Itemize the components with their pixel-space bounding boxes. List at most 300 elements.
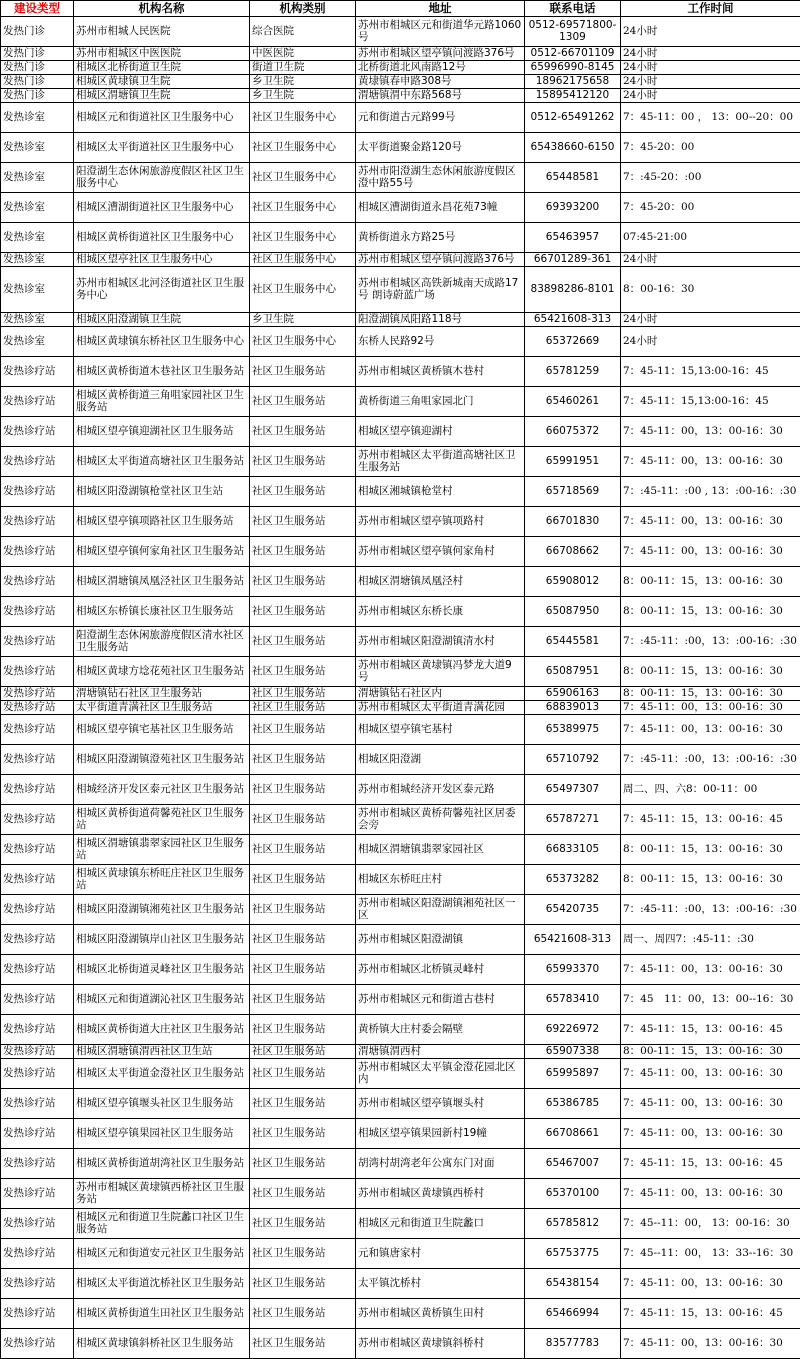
cell-phone: 83577783 [525, 1329, 621, 1359]
cell-hours: 7：45-11：15,13:00-16：45 [621, 387, 800, 417]
cell-phone: 65087950 [525, 597, 621, 627]
cell-phone: 65906163 [525, 687, 621, 701]
cell-hours: 7：:45-11：:00，13：:00-16：:30 [621, 627, 800, 657]
cell-hours: 8：00-16：30 [621, 267, 800, 313]
cell-address: 苏州市相城区太平街道高塘社区卫生服务站 [356, 447, 525, 477]
cell-hours: 24小时 [621, 253, 800, 267]
cell-hours: 8：00-11：15，13：00-16：30 [621, 567, 800, 597]
cell-hours: 24小时 [621, 75, 800, 89]
table-row [1, 1179, 800, 1209]
cell-name: 苏州市相城区黄埭镇西桥社区卫生服务站 [74, 1179, 250, 1209]
cell-name: 相城区黄桥街道大庄社区卫生服务站 [74, 1015, 250, 1045]
cell-hours: 7：45-20：00 [621, 133, 800, 163]
cell-category: 乡卫生院 [250, 75, 356, 89]
cell-address: 苏州市相城区阳澄湖镇湘苑社区一区 [356, 895, 525, 925]
cell-category: 社区卫生服务站 [250, 357, 356, 387]
cell-type: 发热诊疗站 [1, 1059, 74, 1089]
cell-category: 乡卫生院 [250, 313, 356, 327]
cell-address: 渭塘镇渭西村 [356, 1045, 525, 1059]
cell-phone: 65463957 [525, 223, 621, 253]
cell-address: 苏州市相城区望亭镇项路村 [356, 507, 525, 537]
cell-name: 相城区黄埭方埝花苑社区卫生服务站 [74, 657, 250, 687]
cell-phone: 66701289-361 [525, 253, 621, 267]
cell-category: 街道卫生院 [250, 61, 356, 75]
table-row [1, 955, 800, 985]
cell-phone: 15895412120 [525, 89, 621, 103]
cell-category: 社区卫生服务站 [250, 1239, 356, 1269]
cell-phone: 65783410 [525, 985, 621, 1015]
cell-phone: 65373282 [525, 865, 621, 895]
cell-category: 社区卫生服务站 [250, 597, 356, 627]
cell-type: 发热诊疗站 [1, 745, 74, 775]
table-row [1, 163, 800, 193]
cell-hours: 8：00-11：15，13：00-16：30 [621, 687, 800, 701]
cell-name: 相城区阳澄湖镇澄苑社区卫生服务站 [74, 745, 250, 775]
cell-address: 苏州市相城区黄桥镇木巷村 [356, 357, 525, 387]
cell-address: 苏州市相城区望亭镇何家角村 [356, 537, 525, 567]
cell-phone: 65908012 [525, 567, 621, 597]
cell-address: 渭塘镇钻石社区内 [356, 687, 525, 701]
cell-phone: 68839013 [525, 701, 621, 715]
cell-address: 黄埭镇春申路308号 [356, 75, 525, 89]
cell-phone: 66701830 [525, 507, 621, 537]
cell-type: 发热诊疗站 [1, 1299, 74, 1329]
cell-hours: 7：45-11：00，13：00-16：30 [621, 715, 800, 745]
cell-hours: 8：00-11：15，13：00-16：30 [621, 1045, 800, 1059]
table-row [1, 447, 800, 477]
cell-name: 相城区望亭镇项路社区卫生服务站 [74, 507, 250, 537]
cell-name: 相城区太平街道金澄社区卫生服务站 [74, 1059, 250, 1089]
cell-phone: 65448581 [525, 163, 621, 193]
cell-phone: 65386785 [525, 1089, 621, 1119]
table-row [1, 313, 800, 327]
table-row [1, 775, 800, 805]
cell-name: 相城区太平街道高塘社区卫生服务站 [74, 447, 250, 477]
cell-type: 发热诊疗站 [1, 1089, 74, 1119]
cell-type: 发热诊疗站 [1, 417, 74, 447]
cell-name: 相城区阳澄湖镇湘苑社区卫生服务站 [74, 895, 250, 925]
cell-name: 相城区黄桥街道社区卫生服务中心 [74, 223, 250, 253]
header-phone: 联系电话 [525, 1, 621, 17]
cell-hours: 7：45--11：00， 13：00-16：30 [621, 1209, 800, 1239]
cell-phone: 65087951 [525, 657, 621, 687]
cell-phone: 65421608-313 [525, 313, 621, 327]
cell-phone: 65372669 [525, 327, 621, 357]
table-row [1, 701, 800, 715]
cell-address: 北桥街道北风南路12号 [356, 61, 525, 75]
cell-name: 相城区望亭镇何家角社区卫生服务站 [74, 537, 250, 567]
cell-phone: 65421608-313 [525, 925, 621, 955]
cell-category: 社区卫生服务站 [250, 701, 356, 715]
table-row [1, 357, 800, 387]
cell-name: 相城区黄桥街道荷馨苑社区卫生服务站 [74, 805, 250, 835]
cell-name: 相城区元和街道湖沁社区卫生服务站 [74, 985, 250, 1015]
cell-phone: 69226972 [525, 1015, 621, 1045]
cell-type: 发热诊疗站 [1, 925, 74, 955]
cell-name: 相城区北桥街道卫生院 [74, 61, 250, 75]
cell-name: 相城区渭塘镇卫生院 [74, 89, 250, 103]
cell-type: 发热诊室 [1, 327, 74, 357]
cell-name: 苏州市相城区中医医院 [74, 47, 250, 61]
cell-phone: 66708661 [525, 1119, 621, 1149]
cell-phone: 65710792 [525, 745, 621, 775]
cell-hours: 8：00-11：15，13：00-16：30 [621, 865, 800, 895]
cell-phone: 65497307 [525, 775, 621, 805]
table-row [1, 1089, 800, 1119]
cell-address: 渭塘镇渭中东路568号 [356, 89, 525, 103]
cell-category: 社区卫生服务站 [250, 537, 356, 567]
cell-name: 相城区黄桥街道胡湾社区卫生服务站 [74, 1149, 250, 1179]
table-row [1, 1239, 800, 1269]
cell-type: 发热诊室 [1, 267, 74, 313]
cell-category: 社区卫生服务站 [250, 1329, 356, 1359]
cell-address: 苏州市相城区太平街道青满花园 [356, 701, 525, 715]
cell-name: 相城区渭塘镇翡翠家园社区卫生服务站 [74, 835, 250, 865]
cell-type: 发热诊疗站 [1, 775, 74, 805]
cell-category: 社区卫生服务站 [250, 1015, 356, 1045]
cell-hours: 7：45--11：00， 13：33--16：30 [621, 1239, 800, 1269]
cell-category: 社区卫生服务站 [250, 745, 356, 775]
cell-type: 发热诊室 [1, 223, 74, 253]
cell-category: 社区卫生服务站 [250, 985, 356, 1015]
cell-name: 相城区阳澄湖镇枪堂社区卫生站 [74, 477, 250, 507]
table-row [1, 133, 800, 163]
cell-type: 发热门诊 [1, 75, 74, 89]
cell-phone: 65438660-6150 [525, 133, 621, 163]
cell-category: 社区卫生服务站 [250, 1059, 356, 1089]
cell-type: 发热诊疗站 [1, 1015, 74, 1045]
cell-category: 社区卫生服务站 [250, 567, 356, 597]
cell-category: 社区卫生服务站 [250, 507, 356, 537]
cell-type: 发热诊疗站 [1, 805, 74, 835]
cell-type: 发热诊疗站 [1, 1119, 74, 1149]
cell-phone: 65445581 [525, 627, 621, 657]
cell-hours: 24小时 [621, 313, 800, 327]
cell-name: 苏州市相城人民医院 [74, 17, 250, 47]
table-row [1, 1329, 800, 1359]
cell-address: 苏州市相城区黄桥荷馨苑社区居委会旁 [356, 805, 525, 835]
cell-category: 社区卫生服务站 [250, 715, 356, 745]
cell-type: 发热诊疗站 [1, 507, 74, 537]
table-row [1, 327, 800, 357]
cell-type: 发热门诊 [1, 17, 74, 47]
cell-address: 太平街道聚金路120号 [356, 133, 525, 163]
cell-type: 发热诊疗站 [1, 1209, 74, 1239]
cell-type: 发热诊室 [1, 133, 74, 163]
header-hours: 工作时间 [621, 1, 800, 17]
cell-hours: 7：45-11：00，13：00-16：30 [621, 701, 800, 715]
table-row [1, 193, 800, 223]
cell-address: 苏州市相城区元和街道古巷村 [356, 985, 525, 1015]
cell-category: 社区卫生服务站 [250, 805, 356, 835]
cell-type: 发热门诊 [1, 61, 74, 75]
cell-name: 苏州市相城区北河泾街道社区卫生服务中心 [74, 267, 250, 313]
table-row [1, 103, 800, 133]
cell-name: 相城区黄桥街道生田社区卫生服务站 [74, 1299, 250, 1329]
cell-hours: 8：00-11：15，13：00-16：30 [621, 597, 800, 627]
cell-type: 发热诊室 [1, 253, 74, 267]
header-address: 地址 [356, 1, 525, 17]
cell-address: 苏州市相城区元和街道华元路1060号 [356, 17, 525, 47]
table-row [1, 1045, 800, 1059]
cell-name: 相城区元和街道安元社区卫生服务站 [74, 1239, 250, 1269]
cell-category: 社区卫生服务中心 [250, 253, 356, 267]
cell-phone: 0512-66701109 [525, 47, 621, 61]
cell-hours: 7：45-11：00，13：00-16：30 [621, 1329, 800, 1359]
cell-hours: 7：45-11：00，13：00-16：30 [621, 1089, 800, 1119]
cell-hours: 7：45-11：15，13：00-16：45 [621, 805, 800, 835]
table-row [1, 1119, 800, 1149]
cell-phone: 65466994 [525, 1299, 621, 1329]
cell-name: 相城区望亭镇宅基社区卫生服务站 [74, 715, 250, 745]
table-row [1, 835, 800, 865]
cell-category: 社区卫生服务站 [250, 447, 356, 477]
cell-address: 苏州市相城区太平镇金澄花园北区内 [356, 1059, 525, 1089]
table-row [1, 715, 800, 745]
cell-phone: 66075372 [525, 417, 621, 447]
cell-category: 社区卫生服务站 [250, 1179, 356, 1209]
cell-hours: 7：45-11：00，13：00-16：30 [621, 417, 800, 447]
cell-address: 相城区漕湖街道永昌花苑73幢 [356, 193, 525, 223]
table-row [1, 1149, 800, 1179]
table-row [1, 253, 800, 267]
cell-type: 发热诊疗站 [1, 835, 74, 865]
cell-type: 发热诊疗站 [1, 985, 74, 1015]
cell-hours: 7：45-11：00，13：00-16：30 [621, 537, 800, 567]
cell-address: 苏州市相城区黄埭镇斜桥村 [356, 1329, 525, 1359]
table-row [1, 1299, 800, 1329]
table-row [1, 567, 800, 597]
cell-name: 相城区太平街道社区卫生服务中心 [74, 133, 250, 163]
cell-phone: 65370100 [525, 1179, 621, 1209]
table-row [1, 507, 800, 537]
cell-address: 相城区望亭镇宅基村 [356, 715, 525, 745]
cell-type: 发热诊疗站 [1, 1269, 74, 1299]
cell-hours: 24小时 [621, 61, 800, 75]
cell-name: 相城区北桥街道灵峰社区卫生服务站 [74, 955, 250, 985]
cell-address: 苏州市相城区黄桥镇生田村 [356, 1299, 525, 1329]
cell-type: 发热诊疗站 [1, 715, 74, 745]
cell-name: 相城区望亭镇堰头社区卫生服务站 [74, 1089, 250, 1119]
cell-address: 太平镇沈桥村 [356, 1269, 525, 1299]
cell-category: 社区卫生服务站 [250, 417, 356, 447]
table-row [1, 627, 800, 657]
cell-type: 发热诊疗站 [1, 447, 74, 477]
cell-phone: 65787271 [525, 805, 621, 835]
cell-phone: 0512-69571800-1309 [525, 17, 621, 47]
cell-phone: 66708662 [525, 537, 621, 567]
cell-address: 苏州市相城区北桥镇灵峰村 [356, 955, 525, 985]
cell-phone: 65781259 [525, 357, 621, 387]
cell-address: 元和镇唐家村 [356, 1239, 525, 1269]
cell-type: 发热诊疗站 [1, 701, 74, 715]
cell-name: 相城区阳澄湖镇卫生院 [74, 313, 250, 327]
cell-type: 发热诊室 [1, 163, 74, 193]
cell-hours: 7：45-11：00，13：00-16：30 [621, 1059, 800, 1089]
cell-category: 社区卫生服务站 [250, 835, 356, 865]
cell-phone: 69393200 [525, 193, 621, 223]
cell-hours: 7：45-11：00，13：00-16：30 [621, 1269, 800, 1299]
header-type: 建设类型 [1, 1, 74, 17]
cell-address: 苏州市相城区东桥长康 [356, 597, 525, 627]
cell-phone: 65785812 [525, 1209, 621, 1239]
cell-name: 渭塘镇钻石社区卫生服务站 [74, 687, 250, 701]
cell-category: 社区卫生服务站 [250, 1045, 356, 1059]
cell-type: 发热诊疗站 [1, 1239, 74, 1269]
cell-hours: 7：45-11：00 ， 13：00--20：00 [621, 103, 800, 133]
cell-hours: 7：45-11：15，13：00-16：45 [621, 1299, 800, 1329]
cell-hours: 7：45-11：15,13:00-16：45 [621, 357, 800, 387]
table-row [1, 865, 800, 895]
cell-category: 社区卫生服务站 [250, 387, 356, 417]
cell-address: 东桥人民路92号 [356, 327, 525, 357]
cell-hours: 7：:45-11：:00，13：:00-16：:30 [621, 895, 800, 925]
cell-phone: 65995897 [525, 1059, 621, 1089]
cell-type: 发热诊疗站 [1, 627, 74, 657]
cell-phone: 0512-65491262 [525, 103, 621, 133]
cell-type: 发热诊室 [1, 103, 74, 133]
cell-name: 太平街道青满社区卫生服务站 [74, 701, 250, 715]
cell-category: 综合医院 [250, 17, 356, 47]
cell-address: 苏州市相城区黄埭镇冯梦龙大道9号 [356, 657, 525, 687]
cell-type: 发热诊疗站 [1, 597, 74, 627]
cell-hours: 周二、四、六8：00-11：00 [621, 775, 800, 805]
cell-address: 苏州市相城区望亭镇问渡路376号 [356, 47, 525, 61]
cell-name: 相城区元和街道社区卫生服务中心 [74, 103, 250, 133]
cell-phone: 65438154 [525, 1269, 621, 1299]
cell-name: 相城区太平街道沈桥社区卫生服务站 [74, 1269, 250, 1299]
cell-name: 相城经济开发区泰元社区卫生服务站 [74, 775, 250, 805]
cell-address: 相城区湘城镇枪堂村 [356, 477, 525, 507]
cell-address: 相城区元和街道卫生院蠡口 [356, 1209, 525, 1239]
cell-category: 社区卫生服务中心 [250, 133, 356, 163]
table-row [1, 387, 800, 417]
cell-hours: 7：45 11：00，13：00--16：30 [621, 985, 800, 1015]
header-category: 机构类别 [250, 1, 356, 17]
cell-name: 阳澄湖生态休闲旅游度假区社区卫生服务中心 [74, 163, 250, 193]
cell-name: 相城区阳澄湖镇岸山社区卫生服务站 [74, 925, 250, 955]
table-row [1, 1015, 800, 1045]
cell-type: 发热门诊 [1, 89, 74, 103]
cell-type: 发热诊疗站 [1, 477, 74, 507]
cell-name: 相城区渭塘镇渭西社区卫生站 [74, 1045, 250, 1059]
cell-phone: 65420735 [525, 895, 621, 925]
cell-address: 阳澄湖镇凤阳路118号 [356, 313, 525, 327]
table-row [1, 1209, 800, 1239]
cell-category: 社区卫生服务站 [250, 865, 356, 895]
cell-phone: 65467007 [525, 1149, 621, 1179]
table-row [1, 657, 800, 687]
cell-hours: 8：00-11：15，13：00-16：30 [621, 835, 800, 865]
cell-hours: 7：45-11：15，13：00-16：45 [621, 1149, 800, 1179]
cell-phone: 65718569 [525, 477, 621, 507]
cell-category: 社区卫生服务站 [250, 657, 356, 687]
cell-category: 社区卫生服务站 [250, 687, 356, 701]
table-row [1, 1059, 800, 1089]
table-row [1, 985, 800, 1015]
cell-address: 相城区渭塘镇翡翠家园社区 [356, 835, 525, 865]
cell-type: 发热诊疗站 [1, 687, 74, 701]
table-row [1, 75, 800, 89]
cell-category: 社区卫生服务站 [250, 1119, 356, 1149]
cell-phone: 66833105 [525, 835, 621, 865]
cell-name: 相城区漕湖街道社区卫生服务中心 [74, 193, 250, 223]
table-row [1, 597, 800, 627]
cell-name: 相城区渭塘镇凤凰泾社区卫生服务站 [74, 567, 250, 597]
cell-address: 相城区望亭镇迎湖村 [356, 417, 525, 447]
cell-category: 社区卫生服务站 [250, 1149, 356, 1179]
cell-category: 社区卫生服务中心 [250, 103, 356, 133]
cell-name: 相城区黄桥街道三角咀家园社区卫生服务站 [74, 387, 250, 417]
table-row [1, 223, 800, 253]
cell-address: 黄桥镇大庄村委会隔壁 [356, 1015, 525, 1045]
cell-name: 阳澄湖生态休闲旅游度假区清水社区卫生服务站 [74, 627, 250, 657]
cell-type: 发热诊疗站 [1, 895, 74, 925]
cell-category: 乡卫生院 [250, 89, 356, 103]
cell-address: 相城区渭塘镇凤凰泾村 [356, 567, 525, 597]
cell-address: 元和街道古元路99号 [356, 103, 525, 133]
cell-phone: 83898286-8101 [525, 267, 621, 313]
header-row [1, 1, 800, 17]
cell-type: 发热诊室 [1, 313, 74, 327]
cell-address: 苏州市阳澄湖生态休闲旅游度假区澄中路55号 [356, 163, 525, 193]
cell-address: 胡湾村胡湾老年公寓东门对面 [356, 1149, 525, 1179]
cell-hours: 7：45-11：00，13：00-16：30 [621, 1119, 800, 1149]
cell-hours: 7：45-11：00，13：00-16：30 [621, 447, 800, 477]
table-row [1, 89, 800, 103]
table-row [1, 805, 800, 835]
cell-phone: 65389975 [525, 715, 621, 745]
cell-category: 社区卫生服务站 [250, 1269, 356, 1299]
cell-name: 相城区望亭镇果园社区卫生服务站 [74, 1119, 250, 1149]
cell-name: 相城区元和街道卫生院蠡口社区卫生服务站 [74, 1209, 250, 1239]
cell-type: 发热诊室 [1, 193, 74, 223]
cell-name: 相城区黄埭镇卫生院 [74, 75, 250, 89]
cell-address: 苏州市相城区望亭镇问渡路376号 [356, 253, 525, 267]
table-row [1, 537, 800, 567]
cell-type: 发热诊疗站 [1, 387, 74, 417]
cell-hours: 7：45-11：00，13：00-16：30 [621, 955, 800, 985]
cell-hours: 周一、周四7：:45-11：:30 [621, 925, 800, 955]
cell-category: 社区卫生服务中心 [250, 193, 356, 223]
table-row [1, 267, 800, 313]
cell-name: 相城区黄桥街道木巷社区卫生服务站 [74, 357, 250, 387]
cell-hours: 07:45-21:00 [621, 223, 800, 253]
cell-name: 相城区黄埭镇斜桥社区卫生服务站 [74, 1329, 250, 1359]
cell-type: 发热诊疗站 [1, 1179, 74, 1209]
cell-category: 社区卫生服务站 [250, 895, 356, 925]
cell-name: 相城区望亭镇迎湖社区卫生服务站 [74, 417, 250, 447]
cell-phone: 65996990-8145 [525, 61, 621, 75]
cell-type: 发热诊疗站 [1, 865, 74, 895]
table-row [1, 745, 800, 775]
cell-category: 社区卫生服务站 [250, 925, 356, 955]
cell-hours: 24小时 [621, 89, 800, 103]
cell-category: 社区卫生服务中心 [250, 327, 356, 357]
table-row [1, 47, 800, 61]
cell-hours: 8：00-11：15，13：00-16：30 [621, 657, 800, 687]
cell-hours: 24小时 [621, 47, 800, 61]
cell-type: 发热门诊 [1, 47, 74, 61]
cell-hours: 24小时 [621, 17, 800, 47]
cell-category: 社区卫生服务站 [250, 955, 356, 985]
cell-hours: 7：:45-11：:00 , 13：:00-16：:30 [621, 477, 800, 507]
table-row [1, 895, 800, 925]
cell-category: 社区卫生服务站 [250, 627, 356, 657]
cell-phone: 65907338 [525, 1045, 621, 1059]
cell-category: 社区卫生服务站 [250, 1209, 356, 1239]
cell-type: 发热诊疗站 [1, 1329, 74, 1359]
